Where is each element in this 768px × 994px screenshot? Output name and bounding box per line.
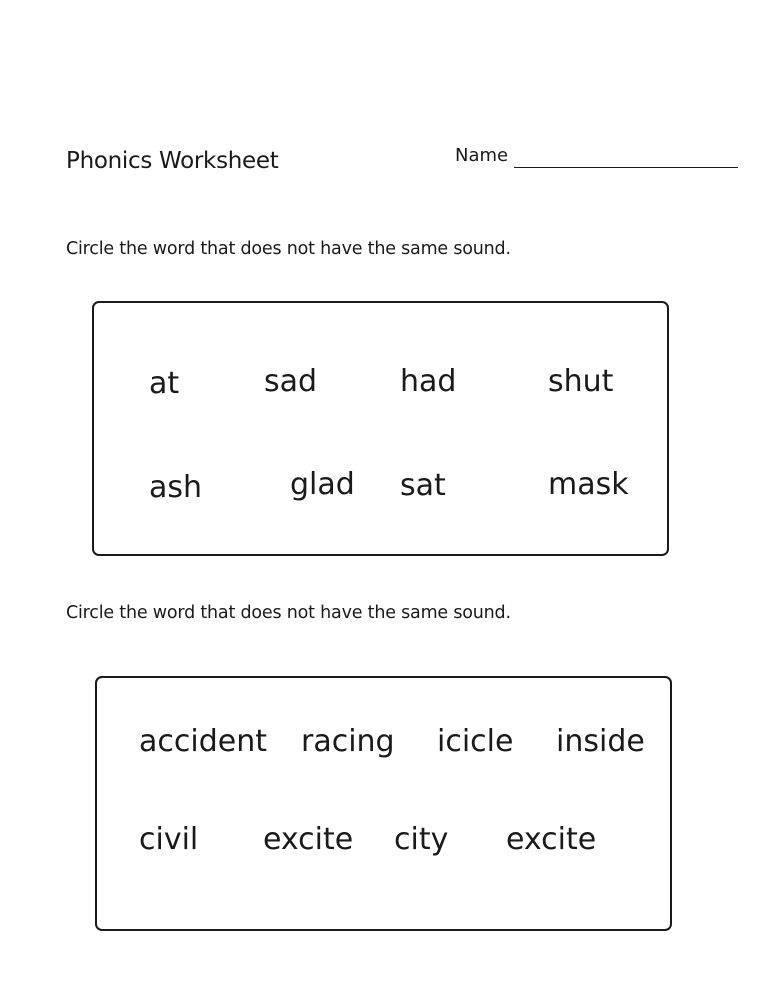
word-item[interactable]: mask (548, 467, 629, 502)
section-1-word-box (92, 301, 669, 556)
word-item[interactable]: excite (506, 822, 597, 857)
section-2-instruction: Circle the word that does not have the same sound. (66, 603, 511, 623)
word-item[interactable]: excite (263, 822, 354, 857)
word-item[interactable]: shut (548, 364, 614, 399)
word-item[interactable]: ash (149, 470, 203, 505)
word-item[interactable]: glad (290, 467, 355, 502)
name-label: Name (455, 145, 509, 166)
section-2-word-box (95, 676, 672, 931)
word-item[interactable]: at (149, 366, 180, 401)
name-blank-line[interactable] (514, 167, 738, 168)
section-1-instruction: Circle the word that does not have the same sound. (66, 239, 511, 259)
word-item[interactable]: civil (139, 822, 199, 857)
word-item[interactable]: racing (301, 724, 395, 759)
word-item[interactable]: icicle (437, 724, 514, 759)
word-item[interactable]: city (394, 822, 449, 857)
word-item[interactable]: had (400, 364, 457, 399)
word-item[interactable]: sat (400, 468, 446, 503)
word-item[interactable]: sad (264, 364, 318, 399)
worksheet-title: Phonics Worksheet (66, 148, 279, 174)
word-item[interactable]: inside (556, 724, 645, 759)
word-item[interactable]: accident (139, 724, 267, 759)
